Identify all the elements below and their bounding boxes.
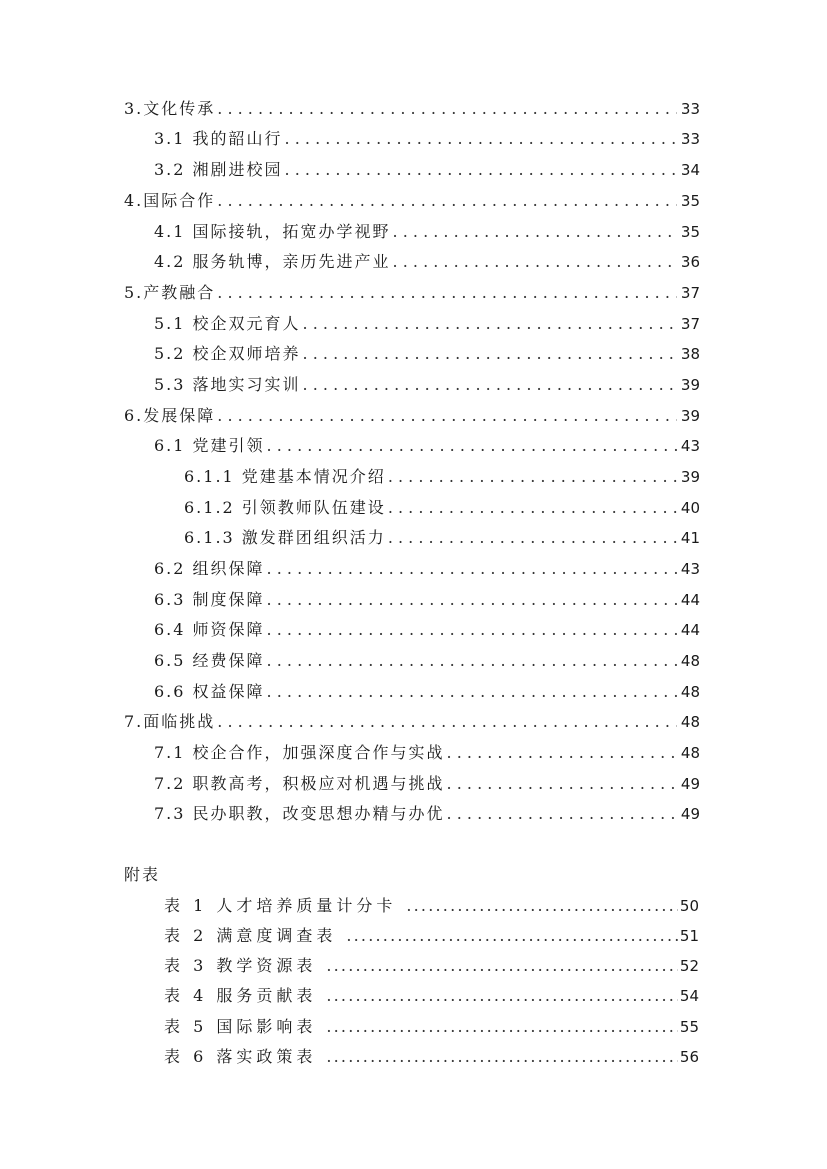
toc-entry-text: 3.文化传承 xyxy=(124,99,216,118)
toc-entry-text: 4.2 服务轨博，亲历先进产业 xyxy=(154,252,391,271)
toc-leader-dots xyxy=(267,619,677,641)
appendix-entry-text: 表 5 国际影响表 xyxy=(164,1017,317,1036)
toc-page-number: 33 xyxy=(680,130,700,148)
toc-leader-dots xyxy=(393,251,677,273)
toc-entry-text: 6.6 权益保障 xyxy=(154,682,265,701)
toc-entry[interactable] xyxy=(154,313,700,335)
toc-entry[interactable] xyxy=(154,435,700,457)
toc-page-number: 41 xyxy=(680,529,700,547)
toc-entry[interactable] xyxy=(154,773,700,795)
toc-entry-text: 5.3 落地实习实训 xyxy=(154,375,301,394)
appendix-page-number: 52 xyxy=(679,957,699,975)
appendix-leader-dots xyxy=(326,1016,678,1038)
toc-entry[interactable] xyxy=(124,190,700,212)
toc-page-number: 48 xyxy=(680,713,700,731)
toc-leader-dots xyxy=(267,589,677,611)
toc-entry[interactable] xyxy=(154,650,700,672)
appendix-entry-text: 表 2 满意度调查表 xyxy=(164,926,337,945)
appendix-page-number: 55 xyxy=(679,1018,699,1036)
toc-entry-text: 6.1.1 党建基本情况介绍 xyxy=(184,467,386,486)
appendix-leader-dots xyxy=(326,955,678,977)
toc-entry[interactable] xyxy=(154,589,700,611)
toc-page-number: 39 xyxy=(680,468,700,486)
toc-entry-text: 6.1 党建引领 xyxy=(154,436,265,455)
toc-entry-text: 5.1 校企双元育人 xyxy=(154,314,301,333)
toc-entry-text: 4.国际合作 xyxy=(124,191,216,210)
toc-page-number: 44 xyxy=(680,591,700,609)
toc-entry-text: 4.1 国际接轨，拓宽办学视野 xyxy=(154,222,391,241)
toc-entry-text: 6.2 组织保障 xyxy=(154,559,265,578)
toc-page-number: 48 xyxy=(680,744,700,762)
toc-leader-dots xyxy=(267,435,677,457)
toc-entry-text: 5.产教融合 xyxy=(124,283,216,302)
toc-entry-text: 7.1 校企合作，加强深度合作与实战 xyxy=(154,743,445,762)
toc-leader-dots xyxy=(217,190,677,212)
toc-page-number: 35 xyxy=(680,223,700,241)
toc-entry[interactable] xyxy=(124,282,700,304)
toc-leader-dots xyxy=(267,558,677,580)
toc-leader-dots xyxy=(217,282,677,304)
toc-page-number: 43 xyxy=(680,437,700,455)
appendix-heading: 附表 xyxy=(124,865,161,884)
toc-page-number: 38 xyxy=(680,345,700,363)
toc-leader-dots xyxy=(267,681,677,703)
toc-leader-dots xyxy=(447,742,677,764)
toc-leader-dots xyxy=(217,405,677,427)
toc-page-number: 48 xyxy=(680,683,700,701)
toc-entry-text: 5.2 校企双师培养 xyxy=(154,344,301,363)
toc-leader-dots xyxy=(303,374,677,396)
toc-entry[interactable] xyxy=(184,497,700,519)
toc-leader-dots xyxy=(447,803,677,825)
toc-page-number: 34 xyxy=(680,161,700,179)
toc-leader-dots xyxy=(393,221,677,243)
toc-entry-text: 7.面临挑战 xyxy=(124,712,216,731)
toc-entry-text: 3.2 湘剧进校园 xyxy=(154,160,283,179)
toc-entry[interactable] xyxy=(184,466,700,488)
toc-page-number: 39 xyxy=(680,407,700,425)
toc-page-number: 36 xyxy=(680,253,700,271)
toc-page-number: 33 xyxy=(680,100,700,118)
toc-leader-dots xyxy=(388,527,677,549)
toc-entry-text: 6.5 经费保障 xyxy=(154,651,265,670)
toc-entry[interactable] xyxy=(154,128,700,150)
toc-entry[interactable] xyxy=(154,343,700,365)
toc-page-number: 43 xyxy=(680,560,700,578)
appendix-entry-text: 表 4 服务贡献表 xyxy=(164,986,317,1005)
toc-entry-text: 6.4 师资保障 xyxy=(154,620,265,639)
toc-entry[interactable] xyxy=(154,251,700,273)
toc-leader-dots xyxy=(388,466,677,488)
toc-entry[interactable] xyxy=(154,558,700,580)
toc-entry[interactable] xyxy=(154,619,700,641)
toc-entry-text: 6.3 制度保障 xyxy=(154,590,265,609)
appendix-entry-text: 表 3 教学资源表 xyxy=(164,956,317,975)
toc-entry[interactable] xyxy=(184,527,700,549)
toc-page-number: 40 xyxy=(680,499,700,517)
appendix-page-number: 54 xyxy=(679,987,699,1005)
appendix-page-number: 50 xyxy=(679,897,699,915)
toc-leader-dots xyxy=(303,343,677,365)
appendix-page-number: 51 xyxy=(679,927,699,945)
appendix-leader-dots xyxy=(326,1046,678,1068)
toc-page-number: 44 xyxy=(680,621,700,639)
appendix-entry[interactable] xyxy=(164,955,699,977)
toc-entry[interactable] xyxy=(154,742,700,764)
toc-entry-text: 6.1.3 激发群团组织活力 xyxy=(184,528,386,547)
appendix-leader-dots xyxy=(326,985,678,1007)
appendix-entry[interactable] xyxy=(164,985,699,1007)
toc-page-number: 35 xyxy=(680,192,700,210)
toc-entry[interactable] xyxy=(124,98,700,120)
toc-leader-dots xyxy=(217,98,677,120)
toc-page-number: 48 xyxy=(680,652,700,670)
toc-entry[interactable] xyxy=(154,221,700,243)
toc-leader-dots xyxy=(285,159,677,181)
appendix-entry[interactable] xyxy=(164,1016,699,1038)
toc-page-number: 37 xyxy=(680,315,700,333)
appendix-leader-dots xyxy=(346,925,678,947)
toc-page-number: 39 xyxy=(680,376,700,394)
toc-page-number: 49 xyxy=(680,775,700,793)
appendix-entry[interactable] xyxy=(164,925,699,947)
toc-leader-dots xyxy=(267,650,677,672)
appendix-entry[interactable] xyxy=(164,1046,699,1068)
toc-entry-text: 6.1.2 引领教师队伍建设 xyxy=(184,498,386,517)
toc-entry[interactable] xyxy=(154,159,700,181)
toc-leader-dots xyxy=(285,128,677,150)
appendix-leader-dots xyxy=(406,895,678,917)
toc-leader-dots xyxy=(217,711,677,733)
toc-entry[interactable] xyxy=(154,374,700,396)
toc-leader-dots xyxy=(303,313,677,335)
appendix-entry-text: 表 1 人才培养质量计分卡 xyxy=(164,896,397,915)
appendix-entry-text: 表 6 落实政策表 xyxy=(164,1047,317,1066)
toc-leader-dots xyxy=(447,773,677,795)
toc-entry-text: 6.发展保障 xyxy=(124,406,216,425)
toc-entry-text: 7.3 民办职教，改变思想办精与办优 xyxy=(154,804,445,823)
toc-page-number: 37 xyxy=(680,284,700,302)
toc-entry[interactable] xyxy=(154,803,700,825)
toc-page-number: 49 xyxy=(680,805,700,823)
appendix-entry[interactable] xyxy=(164,895,699,917)
toc-entry-text: 7.2 职教高考，积极应对机遇与挑战 xyxy=(154,774,445,793)
toc-entry[interactable] xyxy=(154,681,700,703)
toc-entry-text: 3.1 我的韶山行 xyxy=(154,129,283,148)
appendix-page-number: 56 xyxy=(679,1048,699,1066)
toc-leader-dots xyxy=(388,497,677,519)
toc-entry[interactable] xyxy=(124,711,700,733)
toc-entry[interactable] xyxy=(124,405,700,427)
